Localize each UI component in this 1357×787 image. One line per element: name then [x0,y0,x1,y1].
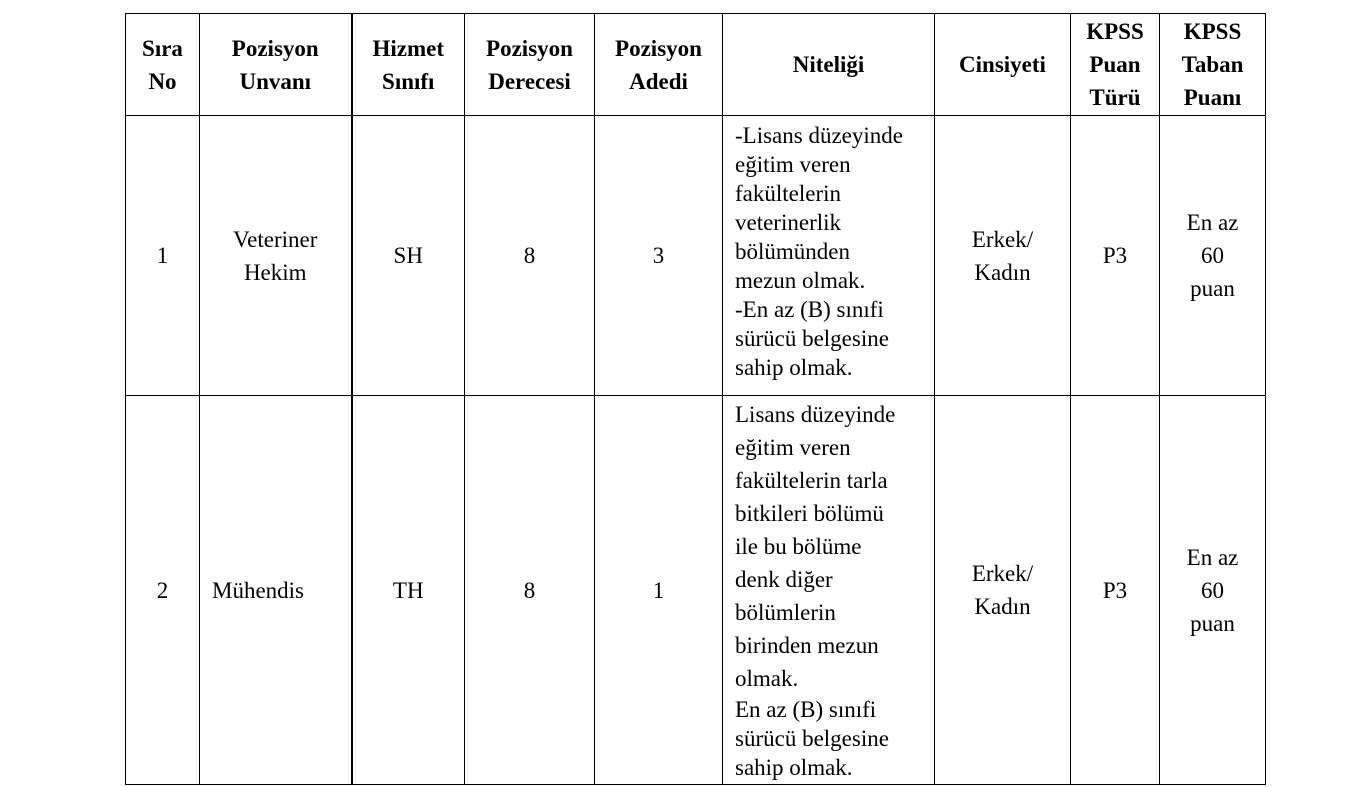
cell-cinsiyeti: Erkek/ Kadın [935,396,1071,785]
header-pozisyon-derecesi: Pozisyon Derecesi [465,14,595,116]
cell-pozisyon-derecesi: 8 [465,116,595,396]
cell-hizmet-sinifi: SH [352,116,465,396]
header-row [126,14,1266,116]
header-kpss-puan-turu: KPSS Puan Türü [1071,14,1160,116]
header-kpss-taban-puani: KPSS Taban Puanı [1160,14,1266,116]
positions-table [125,13,1266,785]
cell-kpss-puan-turu: P3 [1071,396,1160,785]
header-pozisyon-unvani: Pozisyon Unvanı [200,14,352,116]
header-niteligi: Niteliği [723,14,935,116]
cell-pozisyon-unvani: Veteriner Hekim [200,116,352,396]
header-hizmet-sinifi: Hizmet Sınıfı [352,14,465,116]
header-sira-no: Sıra No [126,14,200,116]
header-cinsiyeti: Cinsiyeti [935,14,1071,116]
cell-cinsiyeti: Erkek/ Kadın [935,116,1071,396]
header-pozisyon-adedi: Pozisyon Adedi [595,14,723,116]
cell-pozisyon-derecesi: 8 [465,396,595,785]
cell-kpss-puan-turu: P3 [1071,116,1160,396]
cell-hizmet-sinifi: TH [352,396,465,785]
table-row [126,116,1266,396]
cell-pozisyon-adedi: 3 [595,116,723,396]
cell-sira-no: 2 [126,396,200,785]
table-row [126,396,1266,785]
cell-niteligi: -Lisans düzeyinde eğitim veren fakültelerin veterinerlik bölümünden mezun olmak. -En az (B) sınıfi sürücü belgesine sahip olmak. [723,116,935,396]
cell-pozisyon-adedi: 1 [595,396,723,785]
cell-kpss-taban-puani: En az 60 puan [1160,116,1266,396]
cell-sira-no: 1 [126,116,200,396]
cell-kpss-taban-puani: En az 60 puan [1160,396,1266,785]
cell-pozisyon-unvani: Mühendis [200,396,352,785]
cell-niteligi: Lisans düzeyinde eğitim veren fakültelerin tarla bitkileri bölümü ile bu bölüme denk diğer bölümlerin birinden mezun olmak. En az (B) sınıfi sürücü belgesine sahip olmak. [723,396,935,785]
